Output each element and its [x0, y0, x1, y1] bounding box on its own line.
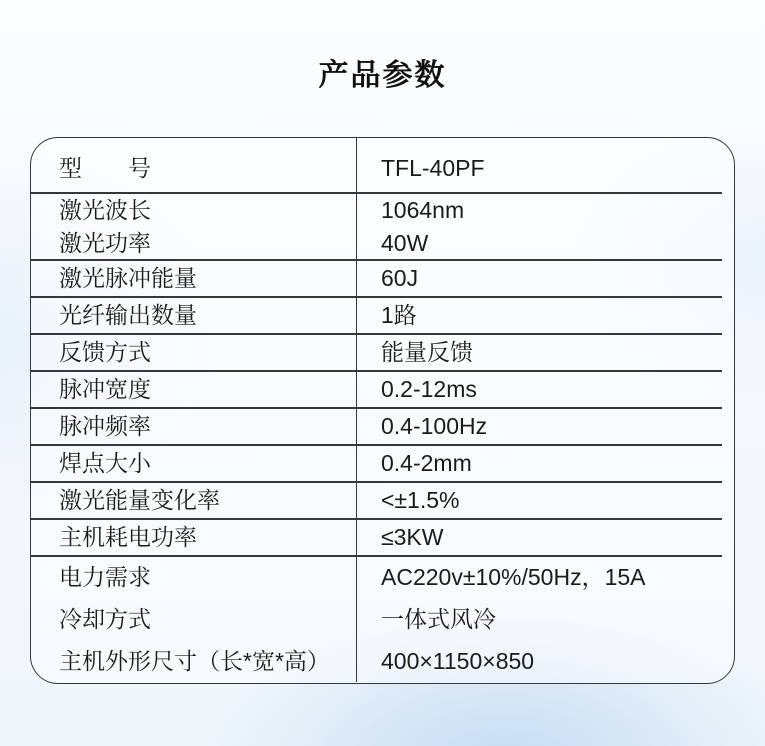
param-value: 1064nm — [381, 196, 465, 223]
param-label: 电力需求 — [59, 563, 151, 590]
param-label: 冷却方式 — [59, 605, 151, 632]
param-label-cell — [31, 482, 357, 519]
param-value-cell — [357, 193, 734, 260]
param-value-cell — [357, 297, 734, 334]
param-label-cell — [31, 556, 357, 682]
param-value: 0.4-100Hz — [381, 413, 488, 440]
param-label: 脉冲频率 — [59, 413, 151, 440]
param-value: 一体式风冷 — [381, 605, 496, 632]
param-value: 0.2-12ms — [381, 376, 477, 403]
param-label-cell — [31, 408, 357, 445]
param-value: 能量反馈 — [381, 339, 473, 366]
param-label: 激光能量变化率 — [59, 487, 220, 514]
param-value-cell — [357, 408, 734, 445]
table-row-group — [31, 371, 734, 408]
param-value-cell — [357, 556, 734, 682]
param-label-cell — [31, 260, 357, 297]
page-title: 产品参数 — [318, 59, 447, 92]
param-label: 脉冲宽度 — [59, 376, 151, 403]
param-value-cell — [357, 482, 734, 519]
param-label-cell — [31, 193, 357, 260]
table-row-group — [31, 445, 734, 482]
table-row-group — [31, 138, 734, 193]
param-label: 焊点大小 — [59, 450, 151, 477]
param-label: 激光功率 — [59, 230, 151, 257]
table-row-group — [31, 519, 734, 556]
param-label-cell — [31, 371, 357, 408]
param-label: 反馈方式 — [59, 339, 151, 366]
param-value: 0.4-2mm — [381, 450, 472, 477]
param-label-cell — [31, 445, 357, 482]
table-row-group — [31, 408, 734, 445]
param-label: 激光脉冲能量 — [59, 265, 197, 292]
param-label-cell — [31, 297, 357, 334]
param-label: 激光波长 — [59, 196, 151, 223]
param-value-cell — [357, 138, 734, 193]
spec-table — [30, 137, 735, 684]
table-row-group — [31, 297, 734, 334]
param-value: TFL-40PF — [381, 155, 485, 182]
param-value-cell — [357, 260, 734, 297]
param-value-cell — [357, 334, 734, 371]
param-value-cell — [357, 519, 734, 556]
param-value-cell — [357, 371, 734, 408]
param-label: 型 号 — [59, 155, 151, 182]
param-label: 主机耗电功率 — [59, 524, 197, 551]
param-label-cell — [31, 334, 357, 371]
table-row-group — [31, 260, 734, 297]
param-value-cell — [357, 445, 734, 482]
table-row-group — [31, 334, 734, 371]
param-label-cell — [31, 519, 357, 556]
param-value: AC220v±10%/50Hz，15A — [381, 563, 646, 590]
param-value: ≤3KW — [381, 524, 444, 551]
param-label-cell — [31, 138, 357, 193]
param-value: <±1.5% — [381, 487, 460, 514]
param-value: 60J — [381, 265, 419, 292]
param-value: 40W — [381, 230, 429, 257]
table-row-group — [31, 556, 734, 682]
param-label: 主机外形尺寸（长*宽*高） — [59, 647, 330, 674]
param-value: 1路 — [381, 302, 417, 329]
param-label: 光纤输出数量 — [59, 302, 197, 329]
table-row-group — [31, 193, 734, 260]
table-row-group — [31, 482, 734, 519]
param-value: 400×1150×850 — [381, 647, 535, 674]
